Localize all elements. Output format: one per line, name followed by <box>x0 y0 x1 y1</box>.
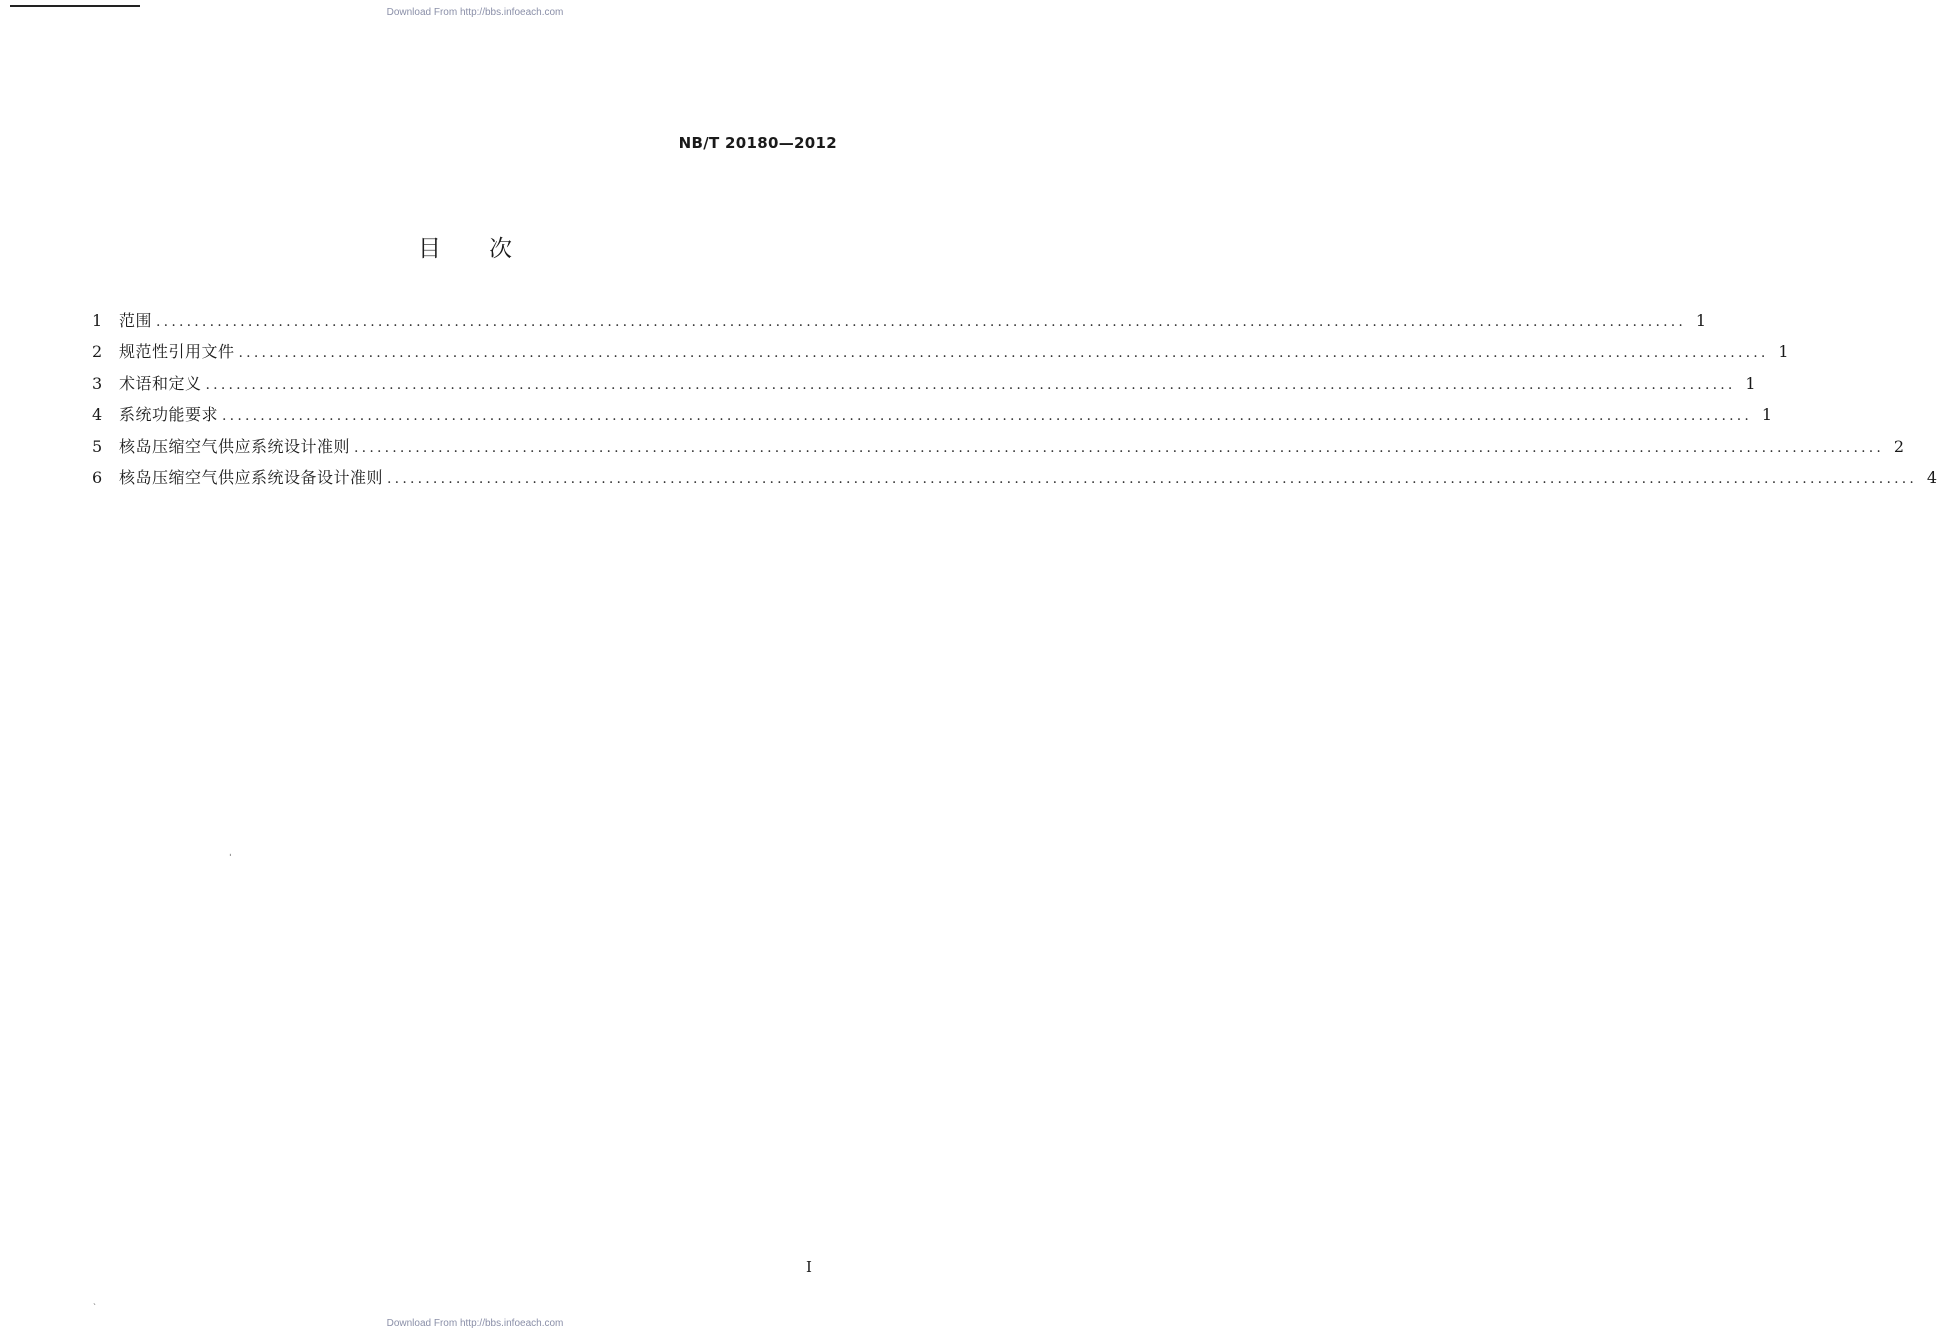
toc-entry-label: 范围 <box>119 311 153 330</box>
toc-entry-page: 1 <box>1778 342 1789 362</box>
toc-entry-label: 规范性引用文件 <box>119 342 235 362</box>
toc-entry-number: 1 <box>92 311 103 330</box>
toc-entry[interactable] <box>92 465 1937 496</box>
standard-number: NB/T 20180—2012 <box>678 134 837 152</box>
toc-leader-dots: ........................................................................................................................................................................................................ <box>354 439 1885 456</box>
watermark-top[interactable]: Download From http://bbs.infoeach.com <box>386 7 564 18</box>
toc-entry-number: 2 <box>92 342 103 362</box>
toc-entry-number: 3 <box>92 373 103 393</box>
toc-entry-number: 5 <box>92 436 103 456</box>
toc-entry[interactable] <box>92 308 1707 339</box>
toc-entry-page: 1 <box>1761 405 1773 425</box>
toc-leader-dots: ........................................................................................................................................................................................................ <box>205 376 1736 393</box>
scan-speck: ˏ <box>93 1296 96 1306</box>
toc-entry-number: 6 <box>92 467 103 487</box>
toc-entry-page: 4 <box>1926 467 1937 487</box>
toc-entry-label: 系统功能要求 <box>119 405 219 425</box>
watermark-bottom[interactable]: Download From http://bbs.infoeach.com <box>386 1318 564 1329</box>
toc-entry-label: 核岛压缩空气供应系统设备设计准则 <box>119 467 384 487</box>
toc-leader-dots: ........................................................................................................................................................................................................ <box>222 408 1753 425</box>
toc-entry[interactable] <box>92 371 1756 402</box>
toc-leader-dots: ........................................................................................................................................................................................................ <box>238 345 1769 362</box>
toc-entry-page: 1 <box>1695 311 1707 330</box>
toc-list <box>92 308 1937 496</box>
toc-entry-label: 术语和定义 <box>119 373 202 393</box>
toc-entry[interactable] <box>92 434 1905 465</box>
toc-title: 目次 <box>418 236 560 262</box>
scan-speck: ˌ <box>229 848 232 858</box>
toc-entry[interactable] <box>92 402 1773 433</box>
toc-entry-page: 1 <box>1745 373 1756 393</box>
toc-entry-page: 2 <box>1893 436 1905 456</box>
page-number: I <box>806 1258 812 1276</box>
toc-entry-number: 4 <box>92 405 103 425</box>
toc-entry[interactable] <box>92 339 1789 370</box>
toc-entry-label: 核岛压缩空气供应系统设计准则 <box>119 436 351 456</box>
toc-leader-dots: ........................................................................................................................................................................................................ <box>387 470 1918 487</box>
toc-leader-dots: ........................................................................................................................................................................................................ <box>156 314 1687 330</box>
